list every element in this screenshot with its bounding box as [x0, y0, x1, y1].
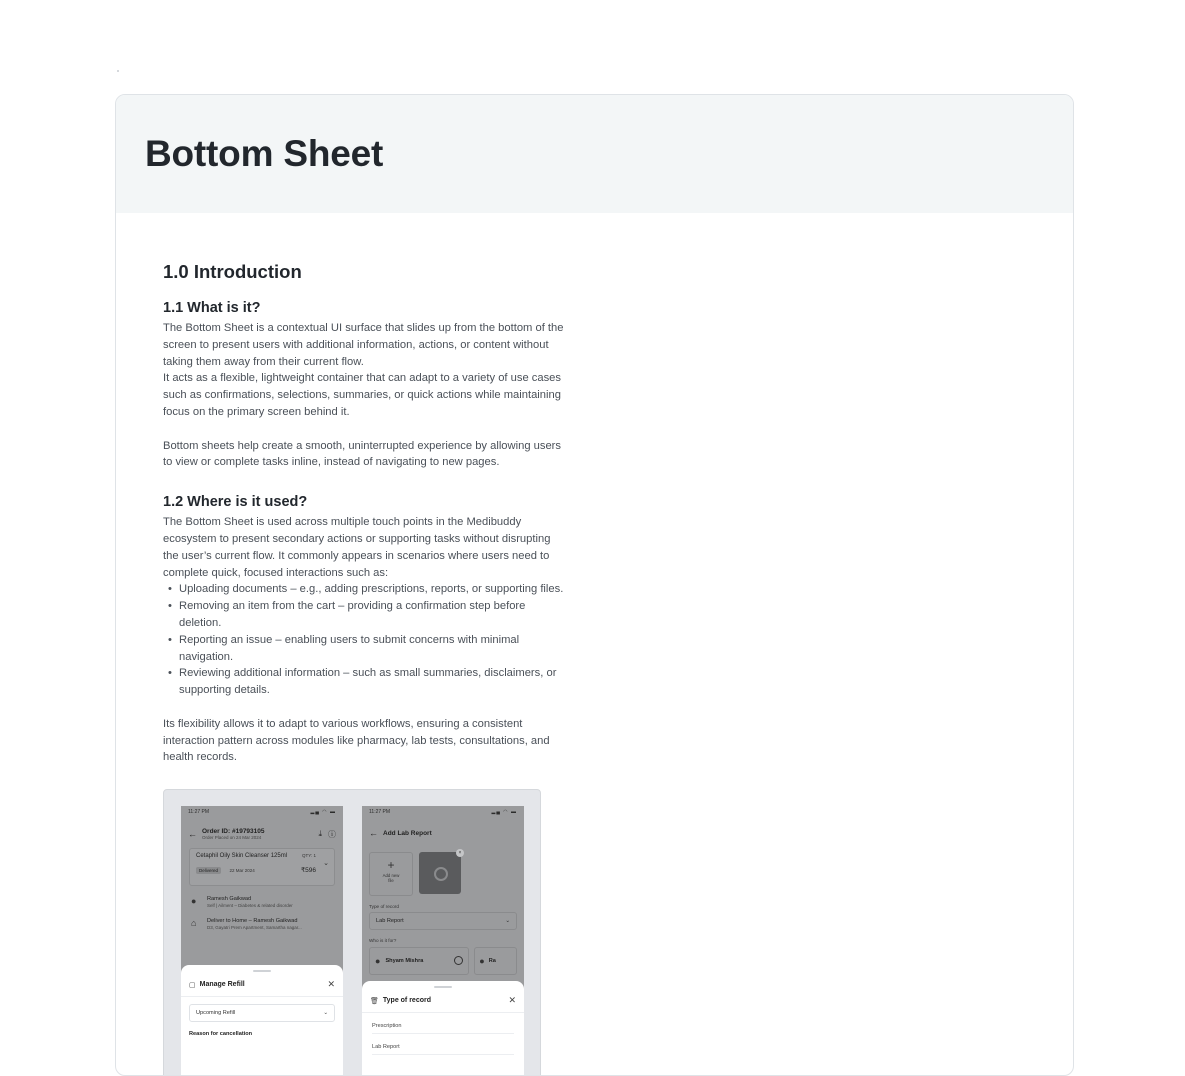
- person-row: [369, 947, 517, 975]
- list-item-text: deletion.: [179, 616, 222, 629]
- list-item-text: Removing an item from the cart – providing a confirmation step before: [179, 600, 526, 613]
- person-name: Shyam Mishra: [385, 958, 424, 964]
- person-card: [474, 947, 517, 975]
- add-file-label-2: file: [388, 878, 394, 883]
- status-icons: ▂▄ ◠ ▬: [310, 809, 336, 815]
- record-option: Lab Report: [372, 1044, 514, 1055]
- where-paragraph: [163, 514, 598, 581]
- text-line: interaction pattern across modules like pharmacy, lab tests, consultations, and: [163, 734, 550, 747]
- text-line: The Bottom Sheet is a contextual UI surface that slides up from the bottom of the: [163, 322, 564, 334]
- avatar-icon: ●: [375, 956, 381, 966]
- upload-row: [369, 852, 517, 896]
- decorative-dot: [117, 70, 119, 72]
- list-item-text: Uploading documents – e.g., adding prescriptions, reports, or supporting files.: [179, 583, 564, 596]
- refill-select: [189, 1004, 335, 1022]
- back-arrow-icon: ←: [188, 829, 197, 839]
- sheet-title: Manage Refill: [199, 981, 245, 988]
- type-of-record-label: Type of record: [369, 904, 399, 909]
- uploaded-image-thumbnail: [419, 852, 461, 894]
- list-item-text: Reviewing additional information – such as small summaries, disclaimers, or: [179, 667, 557, 680]
- cancellation-label: Reason for cancellation: [189, 1031, 253, 1037]
- sheet-header: [362, 988, 524, 1013]
- sheet-title: Type of record: [382, 997, 431, 1004]
- list-item: [163, 632, 598, 666]
- screen-title: Add Lab Report: [383, 829, 432, 837]
- close-icon: ✕: [508, 995, 516, 1005]
- calendar-icon: ▢: [189, 981, 196, 989]
- status-time: 11:27 PM: [369, 809, 391, 815]
- document-body: [163, 261, 598, 766]
- document-card: [115, 94, 1074, 1076]
- page-title: Bottom Sheet: [145, 133, 384, 174]
- text-line: to view or complete tasks inline, instead of navigating to new pages.: [163, 456, 500, 469]
- where-paragraph-2: [163, 716, 598, 766]
- add-file-label: Add new: [382, 873, 400, 878]
- section-heading-introduction: 1.0 Introduction: [163, 261, 302, 282]
- who-label: Who is it for?: [369, 938, 397, 943]
- radio-icon: [454, 956, 463, 965]
- dropdown-value: Lab Report: [376, 918, 404, 924]
- image-icon: [434, 867, 448, 881]
- app-bar: [181, 824, 343, 844]
- status-bar: [362, 806, 524, 824]
- patient-name: Ramesh Gaikwad: [207, 896, 252, 902]
- product-name: Cetaphil Oily Skin Cleanser 125ml: [196, 853, 288, 859]
- delivery-title: Deliver to Home – Ramesh Gaikwad: [207, 918, 298, 924]
- chevron-down-icon: ⌄: [323, 860, 329, 867]
- remove-icon: ×: [456, 849, 464, 857]
- status-time: 11:27 PM: [188, 809, 210, 815]
- sheet-header: [181, 972, 343, 997]
- user-icon: ●: [191, 896, 197, 906]
- bottom-sheet: [362, 981, 524, 1076]
- text-line: the user’s current flow. It commonly appears in scenarios where users need to: [163, 549, 550, 562]
- patient-sub: Self | Ailment – Diabetes & related disorder: [207, 903, 293, 908]
- record-type-dropdown: [369, 912, 517, 930]
- what-paragraph: [163, 320, 598, 421]
- record-option: Prescription: [372, 1023, 514, 1034]
- example-figure: [163, 789, 541, 1076]
- status-bar: [181, 806, 343, 824]
- list-item-text: Reporting an issue – enabling users to submit concerns with minimal: [179, 633, 520, 646]
- text-line: complete quick, focused interactions such as:: [163, 566, 389, 579]
- trash-icon: 🗑: [370, 997, 379, 1005]
- status-badge: Delivered: [196, 867, 221, 874]
- text-line: It acts as a flexible, lightweight container that can adapt to a variety of use cases: [163, 372, 562, 385]
- app-bar: [362, 824, 524, 842]
- text-line: screen to present users with additional information, actions, or content without: [163, 338, 549, 351]
- phone-mockup-manage-refill: [181, 806, 343, 1076]
- home-icon: ⌂: [191, 918, 197, 928]
- status-icons: ▂▄ ◠ ▬: [491, 809, 517, 815]
- subsection-heading-what: 1.1 What is it?: [163, 300, 261, 316]
- avatar-icon: ●: [479, 956, 485, 966]
- order-date: Order Placed on 24 Mar 2024: [202, 835, 262, 840]
- plus-icon: +: [387, 858, 395, 872]
- add-file-tile: [369, 852, 413, 896]
- text-line: taking them away from their current flow.: [163, 355, 364, 368]
- delivery-date: 22 Mar 2024: [229, 868, 255, 873]
- product-price: ₹596: [301, 867, 316, 874]
- use-case-list: [163, 581, 598, 699]
- bottom-sheet: [181, 965, 343, 1076]
- chevron-down-icon: ⌄: [323, 1010, 328, 1016]
- subsection-heading-where: 1.2 Where is it used?: [163, 494, 308, 511]
- list-item: [163, 598, 598, 632]
- delivery-row: [191, 918, 333, 930]
- phone-mockup-add-lab-report: [362, 806, 524, 1076]
- download-icon: ⤓: [318, 828, 322, 838]
- list-item: [163, 665, 598, 699]
- text-line: focus on the primary screen behind it.: [163, 405, 350, 418]
- select-value: Upcoming Refill: [196, 1010, 236, 1016]
- list-item: [163, 581, 598, 598]
- chevron-down-icon: ⌄: [505, 918, 510, 924]
- delivery-address: D3, Gayatri Prem Apartment, Samartha nagar...: [207, 925, 302, 930]
- help-icon: ⓘ: [328, 829, 336, 839]
- list-item-text: navigation.: [179, 650, 234, 663]
- back-arrow-icon: ←: [369, 828, 378, 838]
- person-name: Ra: [488, 958, 496, 964]
- text-line: The Bottom Sheet is used across multiple touch points in the Medibuddy: [163, 516, 522, 529]
- close-icon: ✕: [327, 979, 335, 989]
- text-line: health records.: [163, 751, 238, 764]
- text-line: Bottom sheets help create a smooth, uninterrupted experience by allowing users: [163, 439, 562, 452]
- page-header: [116, 95, 1073, 213]
- text-line: such as confirmations, selections, summaries, or quick actions while maintaining: [163, 389, 561, 402]
- what-paragraph-2: [163, 438, 598, 472]
- patient-row: [191, 896, 333, 908]
- text-line: Its flexibility allows it to adapt to various workflows, ensuring a consistent: [163, 717, 523, 730]
- order-id: Order ID: #19793105: [202, 828, 265, 835]
- product-qty: QTY: 1: [301, 853, 316, 858]
- person-card: [369, 947, 469, 975]
- list-item-text: supporting details.: [179, 684, 270, 697]
- product-card: [189, 848, 335, 886]
- text-line: ecosystem to present secondary actions or supporting tasks without disrupting: [163, 532, 551, 545]
